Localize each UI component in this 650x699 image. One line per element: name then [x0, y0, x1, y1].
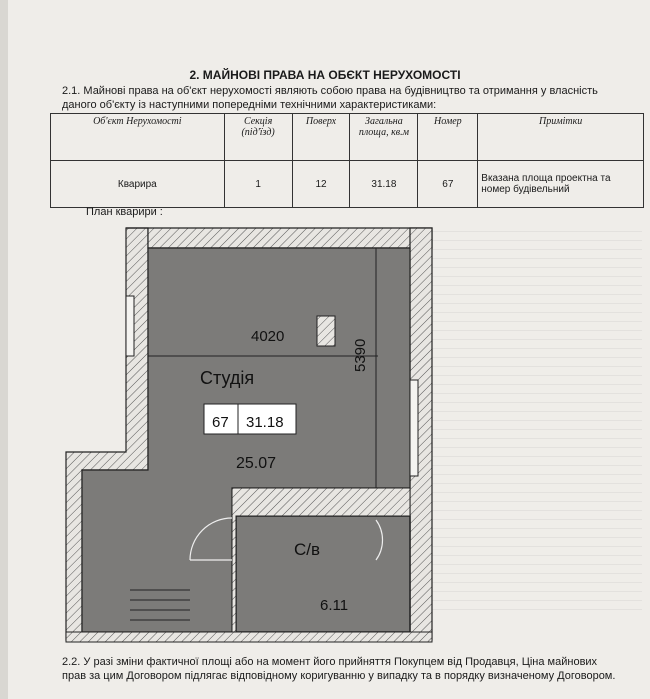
header-notes: Примітки [478, 114, 644, 161]
header-number: Номер [418, 114, 478, 161]
cell-notes: Вказана площа проектна та номер будівельний [478, 161, 644, 208]
cell-section: 1 [224, 161, 292, 208]
header-area: Загальна площа, кв.м [350, 114, 418, 161]
width-dimension: 4020 [251, 328, 285, 345]
section-title: 2. МАЙНОВІ ПРАВА НА ОБЄКТ НЕРУХОМОСТІ [189, 68, 461, 82]
window-right [410, 380, 418, 476]
cell-area: 31.18 [350, 161, 418, 208]
height-dimension: 5390 [352, 338, 369, 372]
apartment-area: 31.18 [246, 414, 284, 431]
header-floor: Поверх [292, 114, 350, 161]
plan-label: План кварири : [86, 206, 163, 218]
cell-number: 67 [418, 161, 478, 208]
bathroom-room [236, 516, 410, 632]
header-object: Об'єкт Нерухомості [51, 114, 225, 161]
room-area: 25.07 [236, 455, 277, 472]
ventilation-shaft [317, 316, 335, 346]
bathroom-name: С/в [294, 540, 321, 559]
apartment-number: 67 [212, 414, 229, 431]
window-left [126, 296, 134, 356]
header-section: Секція (під'їзд) [224, 114, 292, 161]
clause-2-1: 2.1. Майнові права на об'єкт нерухомості являють собою права на будівництво та отримання у власність даного об'єкту із наступними попередніми технічними характеристиками: [62, 85, 598, 111]
bottom-wall [66, 632, 432, 642]
cell-object: Кварира [51, 161, 225, 208]
room-name: Студія [200, 368, 255, 388]
cell-floor: 12 [292, 161, 350, 208]
clause-2-2: 2.2. У разі зміни фактичної площі або на момент його прийняття Покупцем від Продавця, Ціна майнових прав за цим Договором підлягає відповідному коригуванню у випадку та в порядку визначеному Договором. [62, 656, 616, 682]
bathroom-area: 6.11 [320, 597, 349, 614]
outer-wall-top [126, 228, 432, 248]
